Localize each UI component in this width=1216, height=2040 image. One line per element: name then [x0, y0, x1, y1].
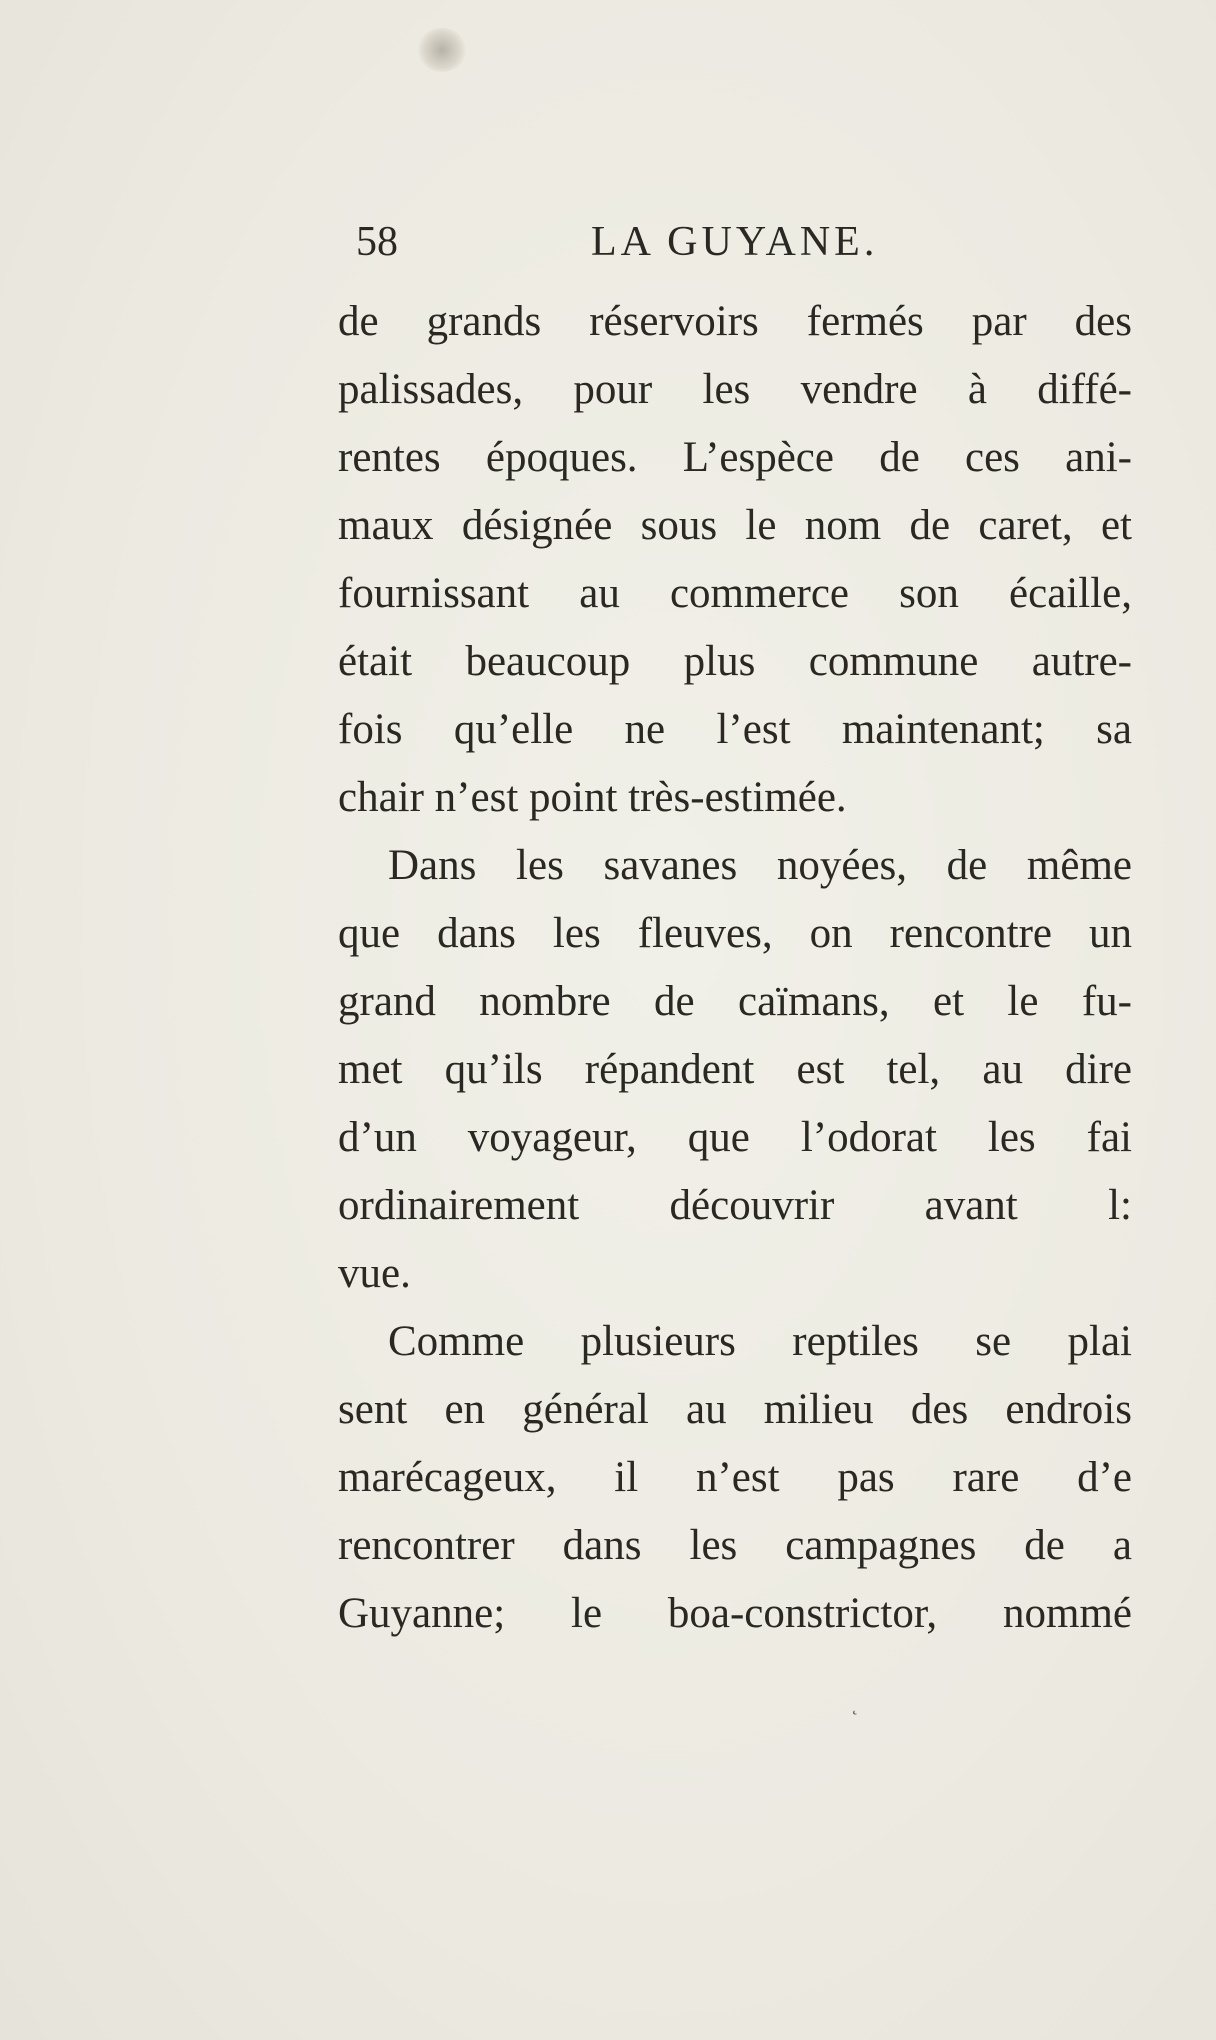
text-line: de grands réservoirs fermés par des	[338, 298, 1132, 345]
text-line: Comme plusieurs reptiles se plai	[388, 1318, 1132, 1365]
text-line: vue.	[338, 1250, 411, 1297]
text-line: Guyanne; le boa-constrictor, nommé	[338, 1590, 1132, 1637]
text-line: fois qu’elle ne l’est maintenant; sa	[338, 706, 1132, 753]
running-title: LA GUYANE.	[591, 219, 879, 265]
text-line: rencontrer dans les campagnes de a	[338, 1522, 1132, 1569]
text-line: Dans les savanes noyées, de même	[388, 842, 1132, 889]
text-line: marécageux, il n’est pas rare d’e	[338, 1454, 1132, 1501]
text-line: ordinairement découvrir avant l:	[338, 1182, 1132, 1229]
page-number: 58	[356, 219, 398, 265]
text-line: chair n’est point très-estimée.	[338, 774, 847, 821]
text-line: sent en général au milieu des endrois	[338, 1386, 1132, 1433]
stray-mark: ˛	[852, 1695, 858, 1715]
text-line: rentes époques. L’espèce de ces ani-	[338, 434, 1132, 481]
text-line: grand nombre de caïmans, et le fu-	[338, 978, 1132, 1025]
text-line: d’un voyageur, que l’odorat les fai	[338, 1114, 1132, 1161]
text-line: que dans les fleuves, on rencontre un	[338, 910, 1132, 957]
text-line: maux désignée sous le nom de caret, et	[338, 502, 1132, 549]
text-line: palissades, pour les vendre à diffé-	[338, 366, 1132, 413]
text-line: était beaucoup plus commune autre-	[338, 638, 1132, 685]
text-line: fournissant au commerce son écaille,	[338, 570, 1132, 617]
text-line: met qu’ils répandent est tel, au dire	[338, 1046, 1132, 1093]
ink-smudge	[418, 28, 466, 72]
body-text	[338, 288, 1132, 1648]
page-header	[356, 210, 896, 274]
